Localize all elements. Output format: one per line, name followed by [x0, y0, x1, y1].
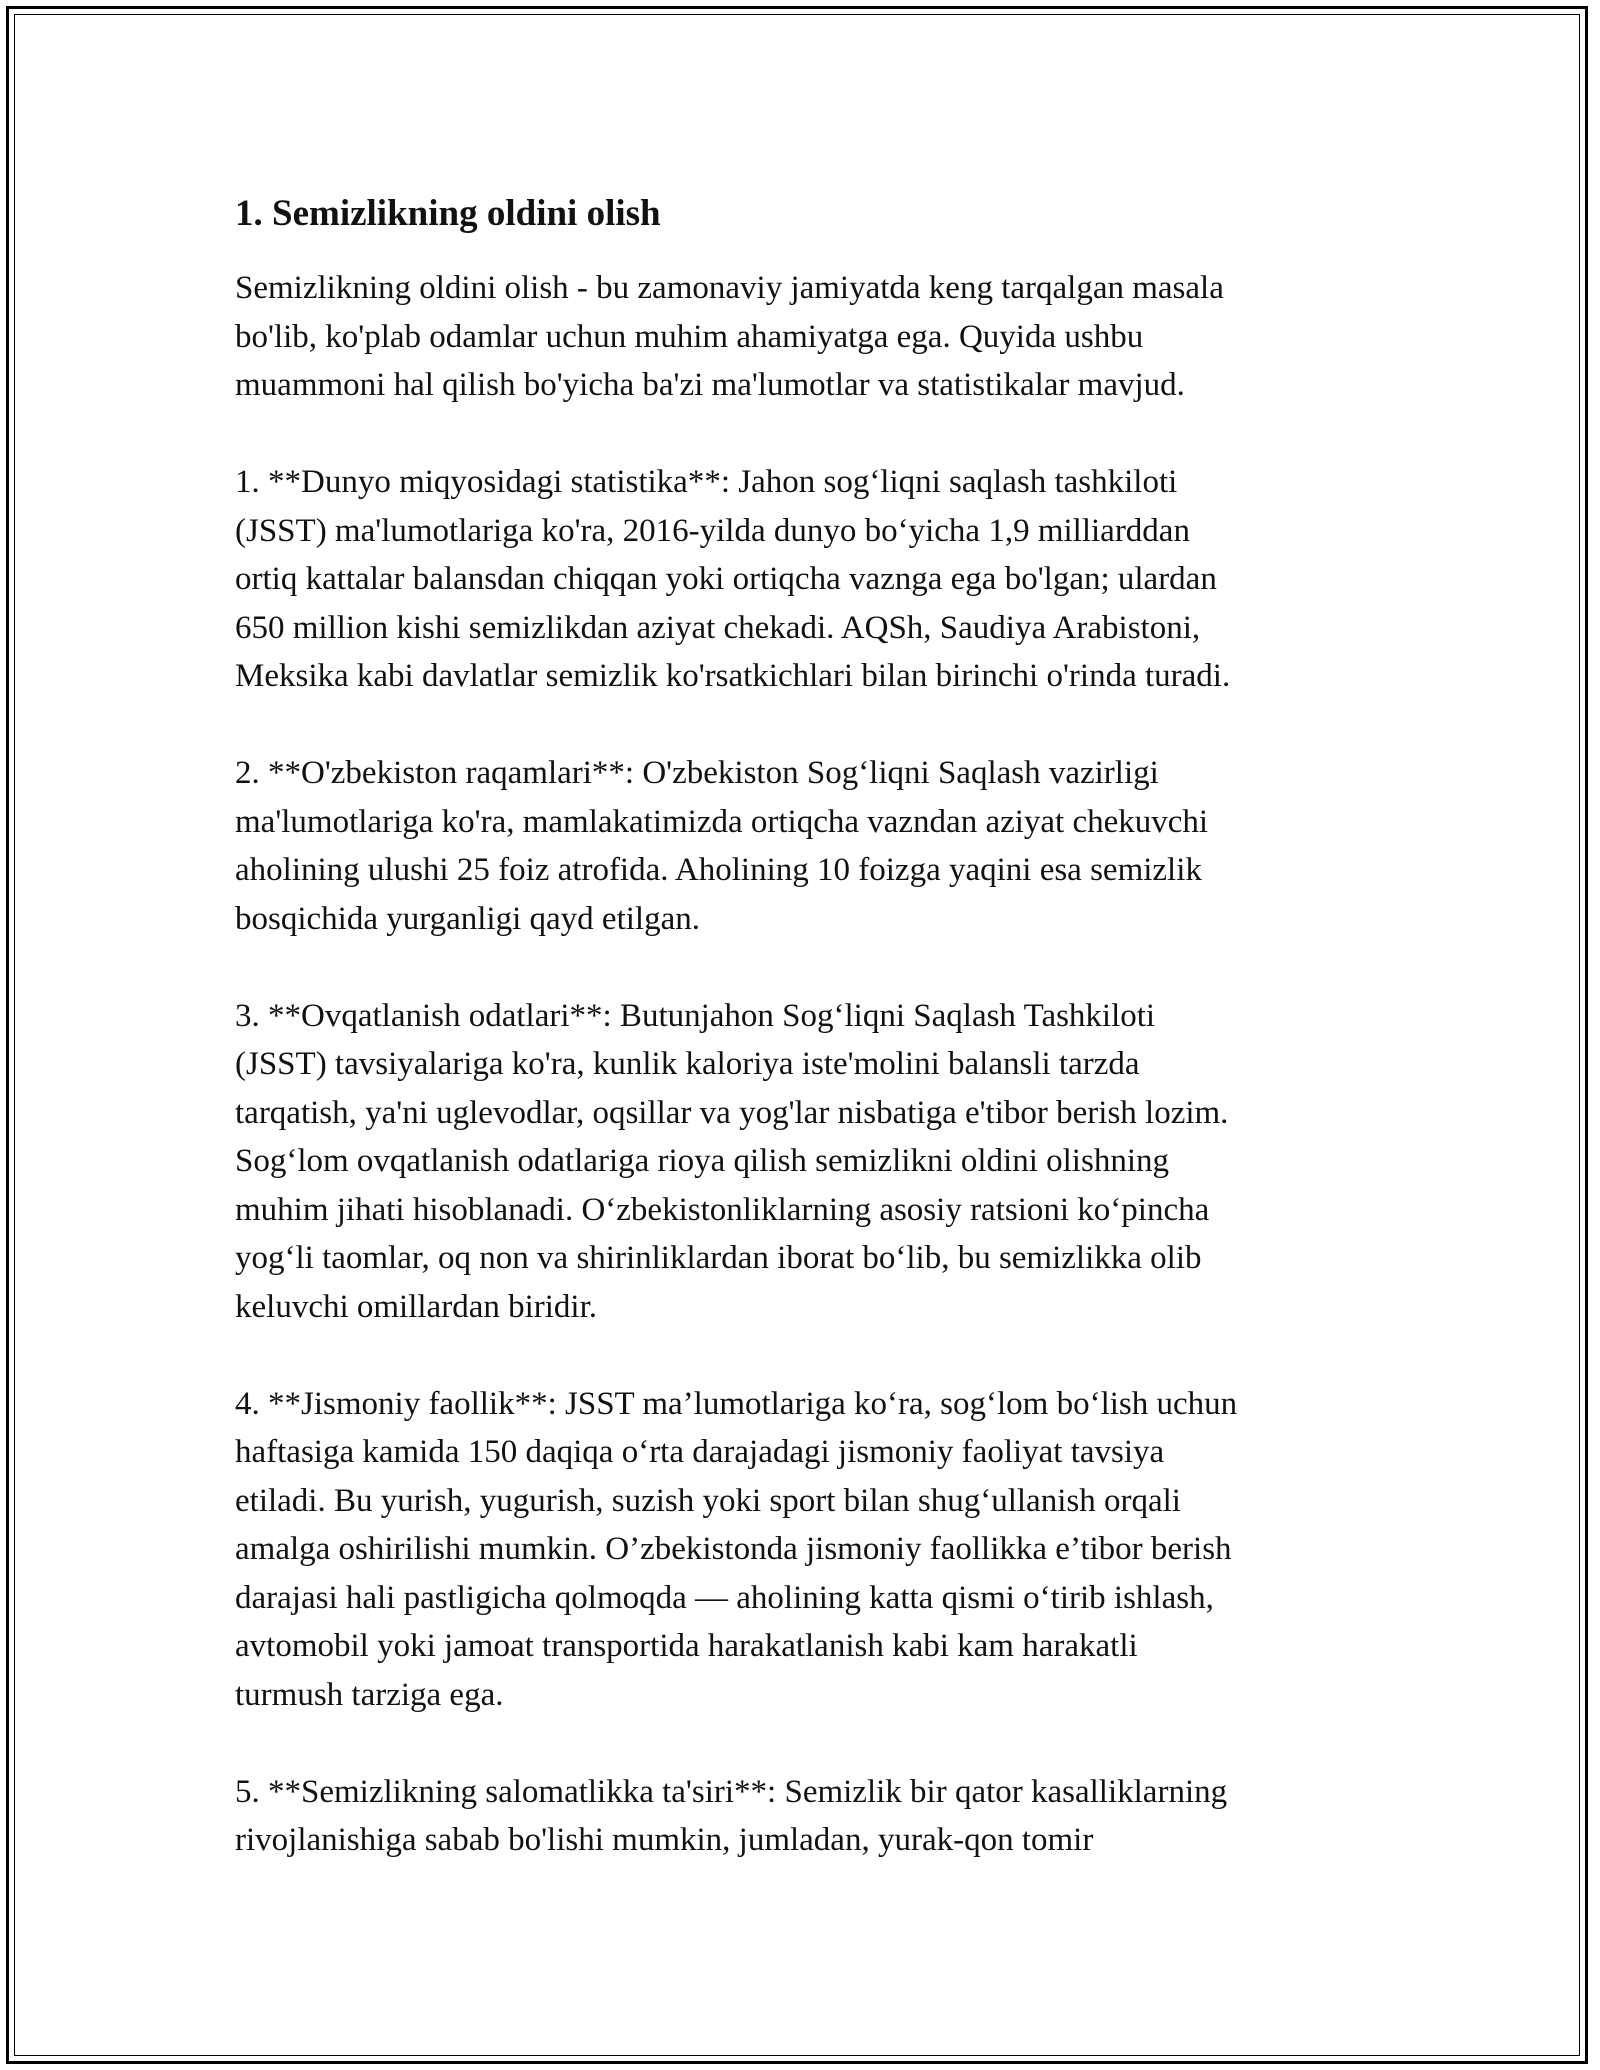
text-line: 650 million kishi semizlikdan aziyat chekadi. AQSh, Saudiya Arabistoni,: [235, 609, 1201, 646]
text-line: (JSST) ma'lumotlariga ko'ra, 2016-yilda dunyo bo‘yicha 1,9 milliarddan: [235, 512, 1190, 549]
text-line: aholining ulushi 25 foiz atrofida. Aholining 10 foizga yaqini esa semizlik: [235, 852, 1202, 888]
text-line: tarqatish, ya'ni uglevodlar, oqsillar va yog'lar nisbatiga e'tibor berish lozim.: [235, 1094, 1229, 1131]
text-line: 3. **Ovqatlanish odatlari**: Butunjahon Sog‘liqni Saqlash Tashkiloti: [235, 997, 1156, 1034]
paragraph-eating-habits: [235, 992, 1365, 1332]
text-line: (JSST) tavsiyalariga ko'ra, kunlik kaloriya iste'molini balansli tarzda: [235, 1046, 1140, 1082]
text-line: 4. **Jismoniy faollik**: JSST ma’lumotlariga ko‘ra, sog‘lom bo‘lish uchun: [235, 1385, 1238, 1422]
text-line: yog‘li taomlar, oq non va shirinliklardan iborat bo‘lib, bu semizlikka olib: [235, 1240, 1202, 1276]
text-line: darajasi hali pastligicha qolmoqda — aholining katta qismi o‘tirib ishlash,: [235, 1579, 1214, 1616]
text-line: turmush tarziga ega.: [235, 1676, 504, 1713]
text-line: bo'lib, ko'plab odamlar uchun muhim ahamiyatga ega. Quyida ushbu: [235, 318, 1144, 355]
text-line: 5. **Semizlikning salomatlikka ta'siri**: Semizlik bir qator kasalliklarning: [235, 1773, 1228, 1810]
text-line: 2. **O'zbekiston raqamlari**: O'zbekiston Sog‘liqni Saqlash vazirligi: [235, 755, 1159, 791]
paragraph-physical-activity: [235, 1380, 1365, 1720]
text-line: muammoni hal qilish bo'yicha ba'zi ma'lumotlar va statistikalar mavjud.: [235, 367, 1185, 403]
text-line: Sog‘lom ovqatlanish odatlariga rioya qilish semizlikni oldini olishning: [235, 1143, 1169, 1179]
text-line: muhim jihati hisoblanadi. O‘zbekistonliklarning asosiy ratsioni ko‘pincha: [235, 1191, 1210, 1228]
text-line: keluvchi omillardan biridir.: [235, 1288, 598, 1325]
document-title: 1. Semizlikning oldini olish: [235, 193, 661, 234]
text-line: 1. **Dunyo miqyosidagi statistika**: Jahon sog‘liqni saqlash tashkiloti: [235, 464, 1178, 500]
text-line: Meksika kabi davlatlar semizlik ko'rsatkichlari bilan birinchi o'rinda turadi.: [235, 658, 1231, 694]
paragraph-health-impact: [235, 1768, 1365, 1865]
text-line: avtomobil yoki jamoat transportida harakatlanish kabi kam harakatli: [235, 1628, 1138, 1664]
paragraph-world-statistics: [235, 458, 1365, 701]
text-line: bosqichida yurganligi qayd etilgan.: [235, 900, 700, 937]
paragraph-uzbekistan-figures: [235, 749, 1365, 943]
text-line: etiladi. Bu yurish, yugurish, suzish yoki sport bilan shug‘ullanish orqali: [235, 1482, 1181, 1519]
text-line: ma'lumotlariga ko'ra, mamlakatimizda ortiqcha vazndan aziyat chekuvchi: [235, 803, 1209, 840]
intro-paragraph: [235, 264, 1365, 410]
text-line: amalga oshirilishi mumkin. O’zbekistonda jismoniy faollikka e’tibor berish: [235, 1531, 1232, 1567]
text-line: Semizlikning oldini olish - bu zamonaviy jamiyatda keng tarqalgan masala: [235, 270, 1224, 306]
text-line: rivojlanishiga sabab bo'lishi mumkin, jumladan, yurak-qon tomir: [235, 1822, 1094, 1858]
text-line: ortiq kattalar balansdan chiqqan yoki ortiqcha vaznga ega bo'lgan; ulardan: [235, 561, 1217, 597]
document-body: [235, 190, 1365, 1913]
text-line: haftasiga kamida 150 daqiqa o‘rta darajadagi jismoniy faoliyat tavsiya: [235, 1434, 1165, 1470]
